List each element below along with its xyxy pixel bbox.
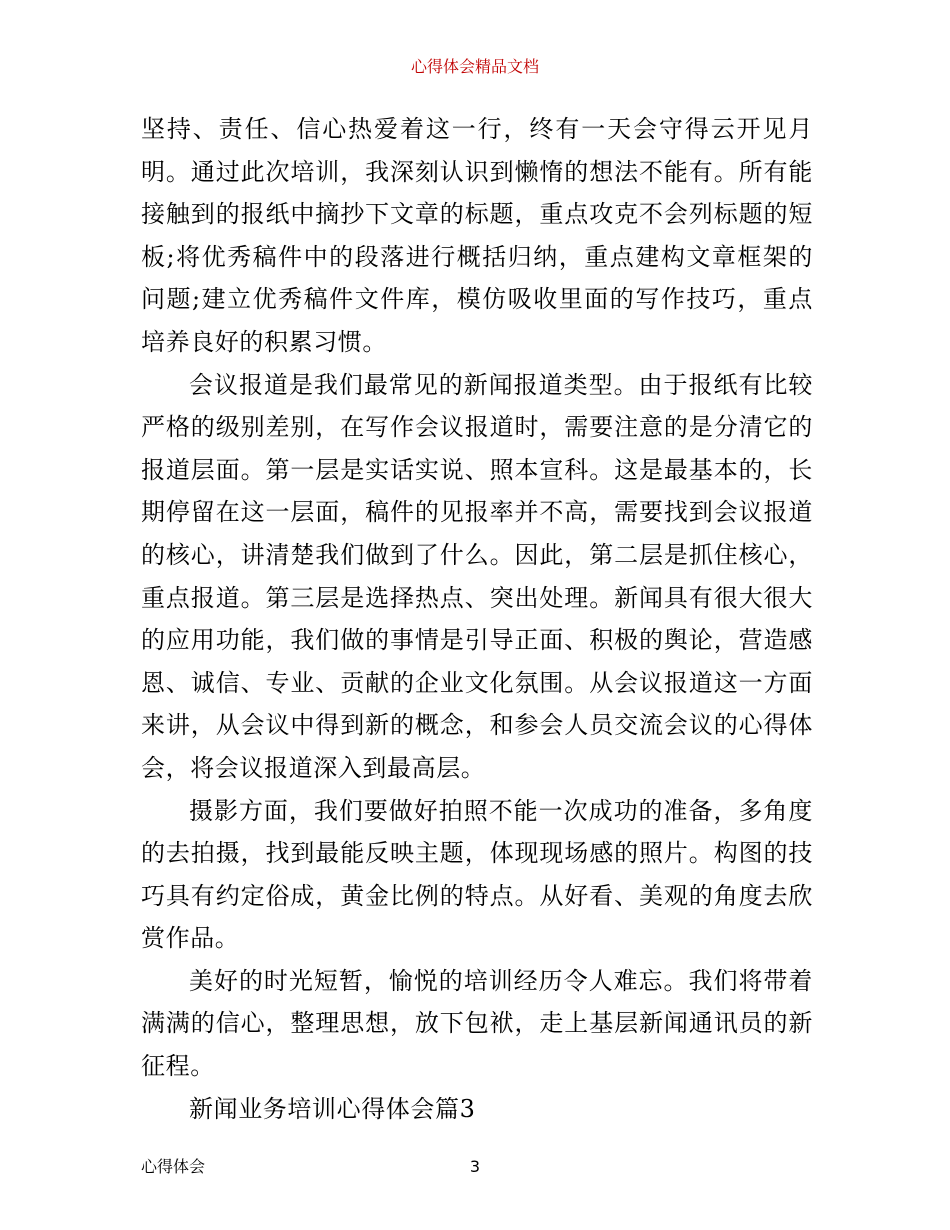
page-header-title: 心得体会精品文档	[410, 57, 539, 76]
section-heading: 新闻业务培训心得体会篇3	[189, 1094, 476, 1123]
paragraph-continuation: 坚持、责任、信心热爱着这一行，终有一天会守得云开见月明。通过此次培训，我深刻认识到懒惰的想法不能有。所有能接触到的报纸中摘抄下文章的标题，重点攻克不会列标题的短板;将优秀稿件中的段落进行概括归纳，重点建构文章框架的问题;建立优秀稿件文件库，模仿吸收里面的写作技巧，重点培养良好的积累习惯。	[141, 115, 813, 356]
paragraph-conclusion: 美好的时光短暂，愉悦的培训经历令人难忘。我们将带着满满的信心，整理思想，放下包袱，走上基层新闻通讯员的新征程。	[141, 966, 813, 1081]
paragraph-photography: 摄影方面，我们要做好拍照不能一次成功的准备，多角度的去拍摄，找到最能反映主题，体现现场感的照片。构图的技巧具有约定俗成，黄金比例的特点。从好看、美观的角度去欣赏作品。	[141, 796, 813, 953]
footer-label: 心得体会	[141, 1157, 206, 1176]
paragraph-meeting-report: 会议报道是我们最常见的新闻报道类型。由于报纸有比较严格的级别差别，在写作会议报道时，需要注意的是分清它的报道层面。第一层是实话实说、照本宣科。这是最基本的，长期停留在这一层面，稿件的见报率并不高，需要找到会议报道的核心，讲清楚我们做到了什么。因此，第二层是抓住核心，重点报道。第三层是选择热点、突出处理。新闻具有很大很大的应用功能，我们做的事情是引导正面、积极的舆论，营造感恩、诚信、专业、贡献的企业文化氛围。从会议报道这一方面来讲，从会议中得到新的概念，和参会人员交流会议的心得体会，将会议报道深入到最高层。	[141, 370, 813, 782]
page-number: 3	[469, 1157, 481, 1176]
document-body	[141, 108, 813, 1130]
